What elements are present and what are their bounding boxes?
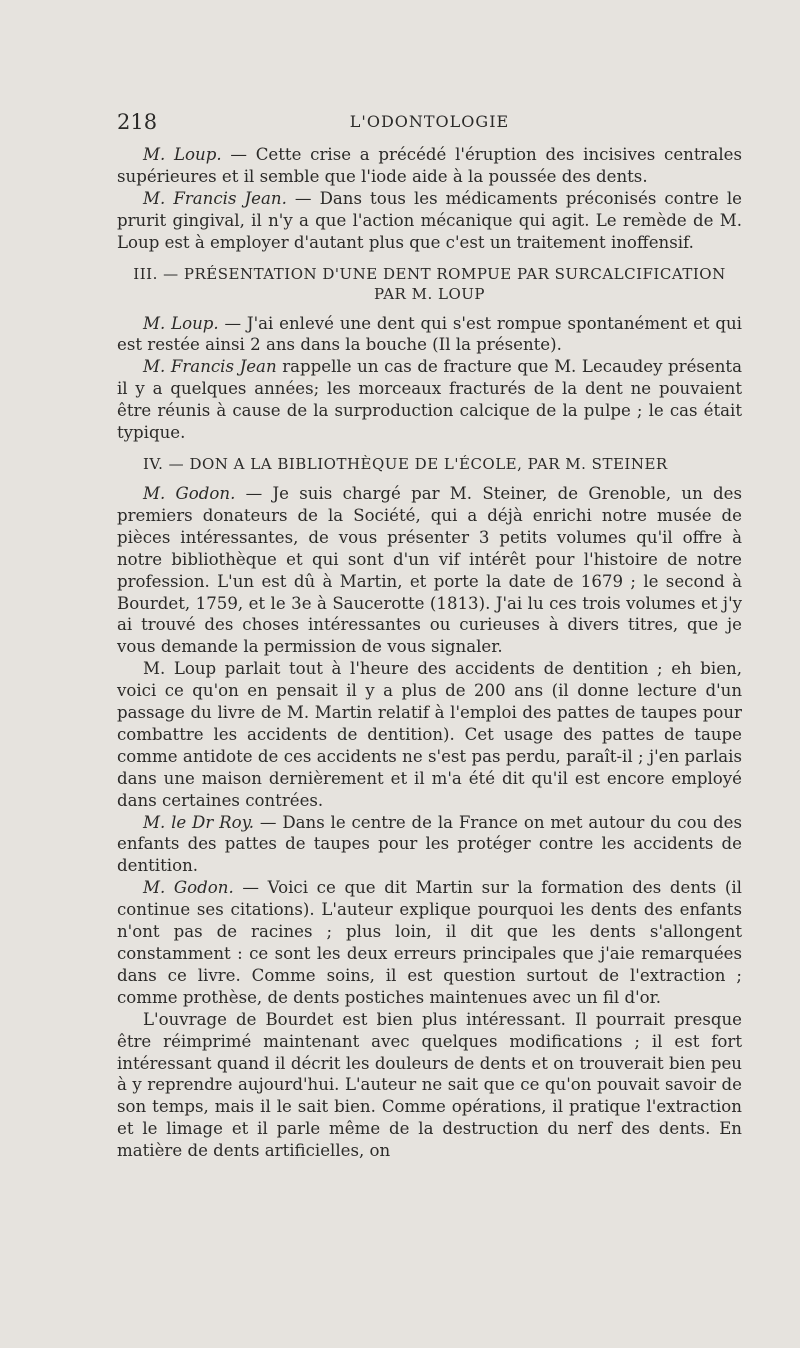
body-text [117, 144, 742, 1162]
paragraph [117, 658, 742, 811]
page-header [117, 110, 742, 140]
speaker-name: M. Loup. [143, 145, 222, 164]
paragraph-text: M. Loup parlait tout à l'heure des accidents de dentition ; eh bien, voici ce qu'on en pensait il y a plus de 200 ans (il donne lecture d'un passage du livre de M. Martin relatif à l'emploi des pattes de taupes pour combattre les accidents de dentition). Cet usage des pattes de taupe comme antidote de ces accidents ne s'est pas perdu, paraît-il ; j'en parlais dans une maison dernièrement et il m'a été dit qu'il est encore employé dans certaines contrées. [117, 659, 742, 810]
speaker-name: M. Francis Jean. [143, 188, 287, 208]
paragraph-text: — Cette crise a précédé l'éruption des incisives centrales supérieures et il semble que l'iode aide à la poussée des dents. [117, 145, 742, 186]
speaker-name: M. Francis Jean [143, 357, 277, 377]
paragraph-text: L'ouvrage de Bourdet est bien plus intéressant. Il pourrait presque être réimprimé maintenant avec quelques modifications ; il est fort intéressant quand il décrit les douleurs de dents et on trouverait bien peu à y reprendre aujourd'hui. L'auteur ne sait que ce qu'on pouvait savoir de son temps, mais il le sait bien. Comme opérations, il pratique l'extraction et le limage et il parle même de la destruction du nerf des dents. En matière de dents artificielles, on [117, 1009, 742, 1161]
paragraph [117, 812, 742, 878]
page-number: 218 [117, 110, 158, 134]
paragraph [117, 877, 742, 1008]
paragraph [117, 144, 742, 188]
running-title: L'ODONTOLOGIE [349, 112, 510, 131]
paragraph-text: rappelle un cas de fracture que M. Lecaudey présenta il y a quelques années; les morceaux fracturés de la dent ne pouvaient être réunis à cause de la surproduction calcique de la pulpe ; le cas était typique. [117, 357, 742, 443]
paragraph-text: — Voici ce que dit Martin sur la formation des dents (il continue ses citations). L'auteur explique pourquoi les dents des enfants n'ont pas de racines ; plus loin, il dit que les dents s'allongent constamment : ce sont les deux erreurs principales que j'aie remarquées dans ce livre. Comme soins, il est question surtout de l'extraction ; comme prothèse, de dents postiches maintenues avec un fil d'or. [117, 878, 742, 1007]
section-heading: IV. — DON A LA BIBLIOTHÈQUE DE L'ÉCOLE, PAR M. STEINER [143, 454, 668, 473]
paragraph-text: — Je suis chargé par M. Steiner, de Grenoble, un des premiers donateurs de la Société, qui a déjà enrichi notre musée de pièces intéressantes, de vous présenter 3 petits volumes qu'il offre à notre bibliothèque et qui sont d'un vif intérêt pour l'histoire de notre profession. L'un est dû à Martin, et porte la date de 1679 ; le second à Bourdet, 1759, et le 3e à Saucerotte (1813). J'ai lu ces trois volumes et j'y ai trouvé des choses intéressantes ou curieuses à divers titres, que je vous demande la permission de vous signaler. [117, 483, 742, 657]
paragraph-text: — Dans le centre de la France on met autour du cou des enfants des pattes de taupes pour les protéger contre les accidents de dentition. [117, 812, 742, 876]
section-heading: III. — PRÉSENTATION D'UNE DENT ROMPUE PAR SURCALCIFICATION PAR M. LOUP [133, 264, 726, 303]
paragraph [117, 313, 742, 357]
speaker-name: M. le Dr Roy. [143, 812, 255, 832]
speaker-name: M. Godon. [143, 483, 236, 503]
paragraph [117, 483, 742, 658]
paragraph [117, 188, 742, 254]
paragraph [117, 356, 742, 444]
speaker-name: M. Godon. [143, 878, 234, 898]
paragraph [117, 1009, 742, 1162]
speaker-name: M. Loup. [143, 313, 219, 333]
paragraph-text: — Dans tous les médicaments préconisés contre le prurit gingival, il n'y a que l'action mécanique qui agit. Le remède de M. Loup est à employer d'autant plus que c'est un traitement inoffensif. [117, 188, 742, 252]
paragraph-text: — J'ai enlevé une dent qui s'est rompue spontanément et qui est restée ainsi 2 ans dans la bouche (Il la présente). [117, 313, 742, 355]
